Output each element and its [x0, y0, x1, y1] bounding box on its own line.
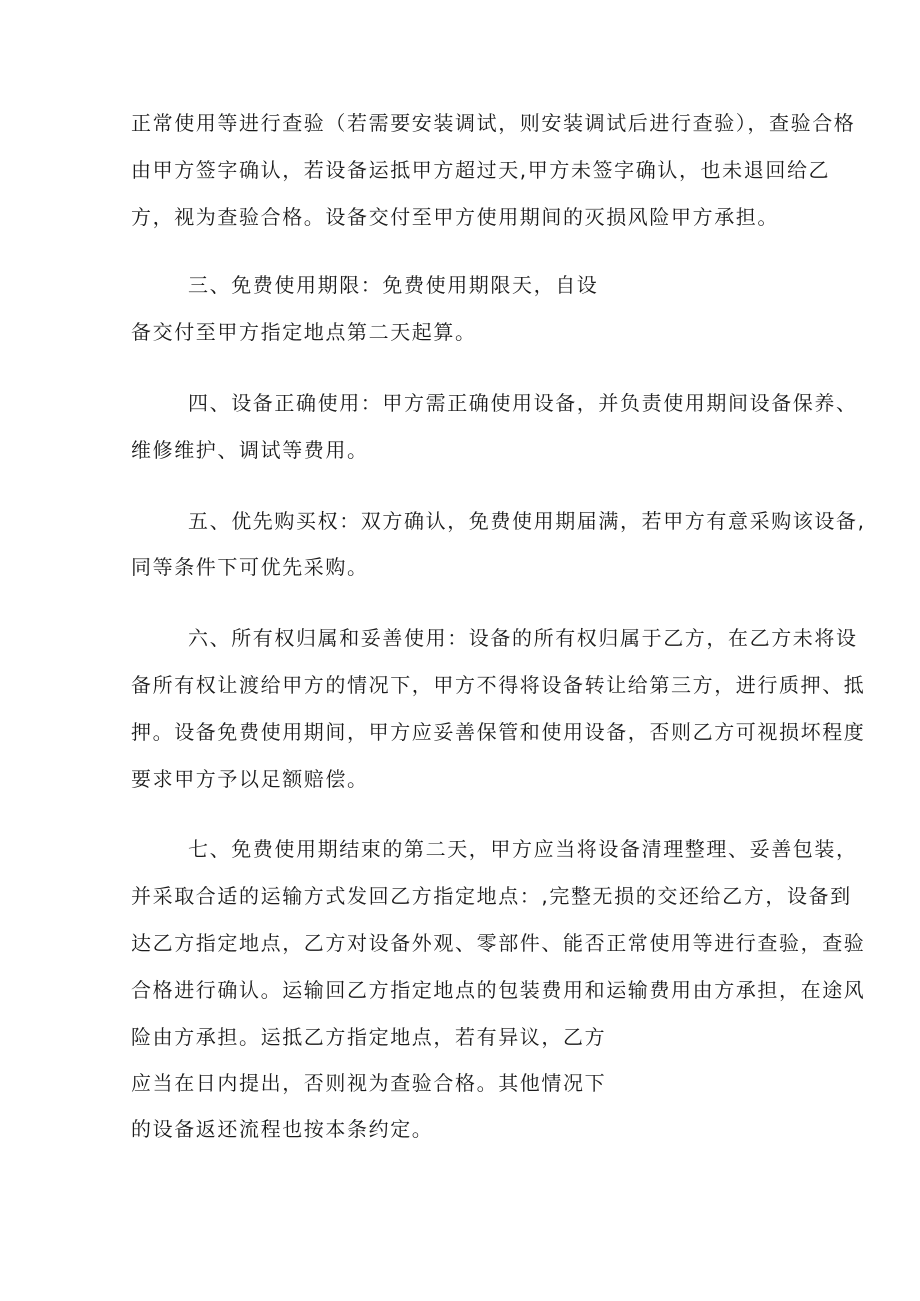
text-line: 维修维护、调试等费用。: [131, 438, 369, 462]
text-line: 五、优先购买权：双方确认，免费使用期届满，若甲方有意采购该设备,: [188, 509, 866, 533]
text-line: 险由方承担。运抵乙方指定地点，若有异议，乙方: [131, 1025, 607, 1049]
text-line: 备交付至甲方指定地点第二天起算。: [131, 320, 477, 344]
text-line: 三、免费使用期限：免费使用期限天，自设: [188, 273, 599, 297]
text-line: 备所有权让渡给甲方的情况下，甲方不得将设备转让给第三方，进行质押、抵: [131, 673, 866, 697]
text-line: 七、免费使用期结束的第二天，甲方应当将设备清理整理、妥善包装，: [188, 837, 858, 861]
text-line: 应当在日内提出，否则视为查验合格。其他情况下: [131, 1071, 607, 1095]
text-line: 押。设备免费使用期间，甲方应妥善保管和使用设备，否则乙方可视损坏程度: [131, 720, 866, 744]
text-line: 方，视为查验合格。设备交付至甲方使用期间的灭损风险甲方承担。: [131, 205, 779, 229]
text-line: 并采取合适的运输方式发回乙方指定地点：,完整无损的交还给乙方，设备到: [131, 884, 852, 908]
text-line: 正常使用等进行查验（若需要安装调试，则安装调试后进行查验），查验合格: [131, 111, 856, 135]
text-line: 同等条件下可优先采购。: [131, 555, 369, 579]
text-line: 要求甲方予以足额赔偿。: [131, 767, 369, 791]
text-line: 合格进行确认。运输回乙方指定地点的包装费用和运输费用由方承担，在途风: [131, 978, 866, 1002]
text-line: 四、设备正确使用：甲方需正确使用设备，并负责使用期间设备保养、: [188, 391, 858, 415]
text-line: 达乙方指定地点，乙方对设备外观、零部件、能否正常使用等进行查验，查验: [131, 931, 866, 955]
text-line: 六、所有权归属和妥善使用：设备的所有权归属于乙方，在乙方未将设: [188, 626, 858, 650]
text-line: 的设备返还流程也按本条约定。: [131, 1117, 434, 1141]
text-line: 由甲方签字确认，若设备运抵甲方超过天,甲方未签字确认，也未退回给乙: [131, 158, 831, 182]
